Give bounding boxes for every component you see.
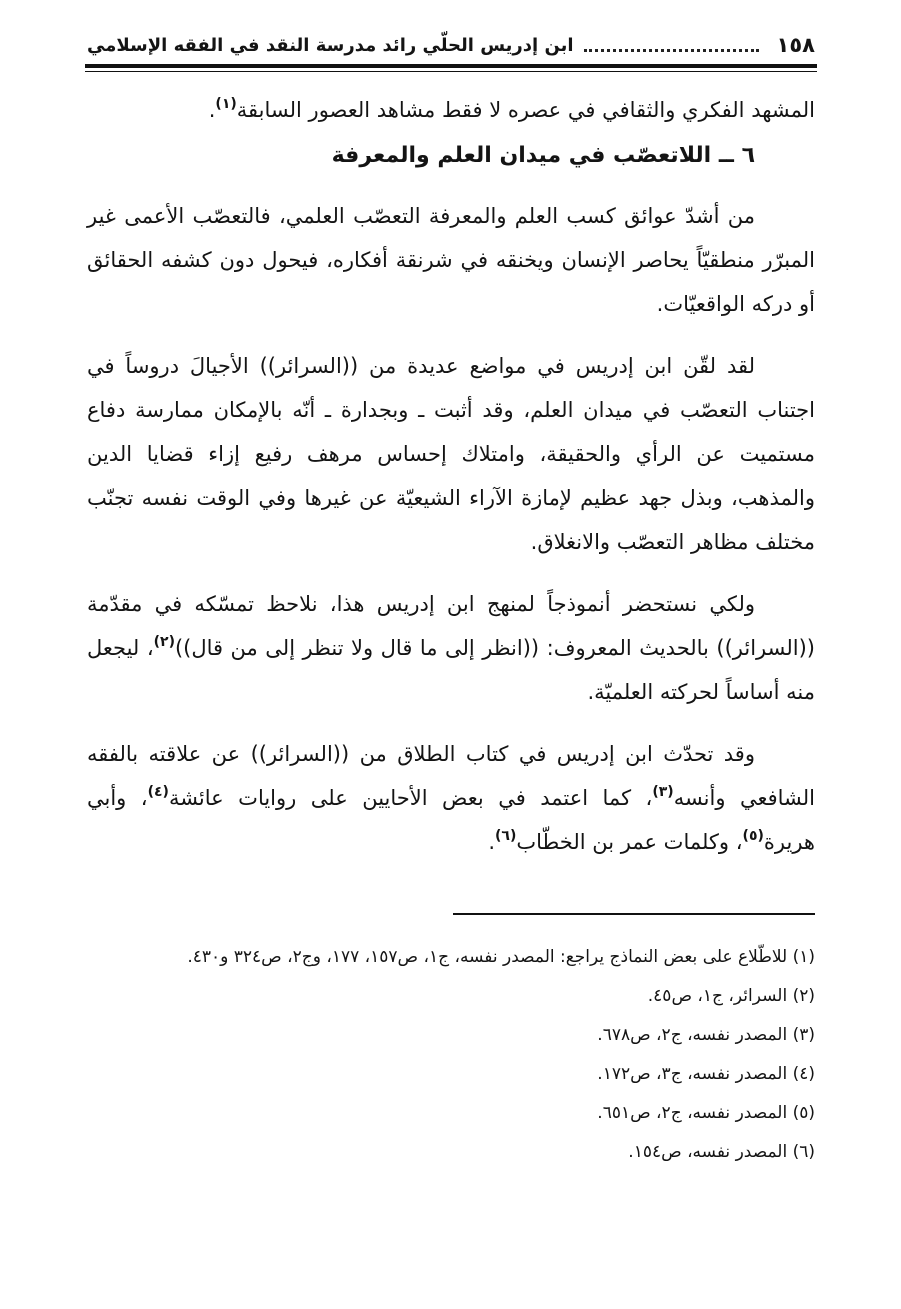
footnote-ref-3: (٣) xyxy=(652,784,674,800)
footnote: (١) للاطّلاع على بعض النماذج يراجع: المصدر نفسه، ج١، ص١٥٧، ١٧٧، وج٢، ص٣٢٤ و٤٣٠. xyxy=(187,947,815,967)
footnote-ref-6: (٦) xyxy=(495,828,517,844)
paragraph-4: وقد تحدّث ابن إدريس في كتاب الطلاق من ((السرائر)) عن علاقته بالفقه الشافعي وأنسه$^{(٣)}$، كما اعتمد في بعض الأحايين على روايات عائشة$^{(٤)}$، وأبي هريرة$^{(٥)}$، وكلمات عمر بن الخطّاب$^{(٦)}$. xyxy=(87,742,816,854)
footnote: (٣) المصدر نفسه، ج٢، ص٦٧٨. xyxy=(597,1025,815,1045)
footnote-ref-4: (٤) xyxy=(147,784,169,800)
footnote: (٦) المصدر نفسه، ص١٥٤. xyxy=(628,1142,815,1162)
main-text xyxy=(87,88,815,864)
running-title: ابن إدريس الحلّي رائد مدرسة النقد في الفقه الإسلامي xyxy=(87,34,574,56)
footnote-ref-5: (٥) xyxy=(742,828,764,844)
paragraph-1: من أشدّ عوائق كسب العلم والمعرفة التعصّب العلمي، فالتعصّب الأعمى غير المبرّر منطقيّاً يحاصر الإنسان ويخنقه في شرنقة أفكاره، فيحول دون كشفه الحقائق أو دركه الواقعيّات. xyxy=(87,204,815,316)
running-header xyxy=(87,28,815,62)
header-rule-thick xyxy=(85,64,817,68)
header-dot-leader xyxy=(584,47,759,52)
footnote-ref-1: (١) xyxy=(215,96,237,112)
footnote-ref-2: (٢) xyxy=(153,634,175,650)
footnote: (٤) المصدر نفسه، ج٣، ص١٧٢. xyxy=(597,1064,815,1084)
page-number: ١٥٨ xyxy=(776,33,815,57)
footnote-separator xyxy=(453,913,815,915)
section-heading: ٦ ــ اللاتعصّب في ميدان العلم والمعرفة xyxy=(331,143,755,168)
paragraph-3: ولكي نستحضر أنموذجاً لمنهج ابن إدريس هذا، نلاحظ تمسّكه في مقدّمة ((السرائر)) بالحديث المعروف: ((انظر إلى ما قال ولا تنظر إلى من قال))$^{(٢)}$، ليجعل منه أساساً لحركته العلميّة. xyxy=(87,592,815,704)
header-rule-thin xyxy=(85,71,817,72)
footnote: (٢) السرائر، ج١، ص٤٥. xyxy=(647,986,815,1006)
paragraph-continuation: المشهد الفكري والثقافي في عصره لا فقط مشاهد العصور السابقة$^{(١)}$. xyxy=(208,96,815,122)
footnote: (٥) المصدر نفسه، ج٢، ص٦٥١. xyxy=(597,1103,815,1123)
footnotes xyxy=(87,938,815,1172)
paragraph-2: لقد لقّن ابن إدريس في مواضع عديدة من ((السرائر)) الأجيالَ دروساً في اجتناب التعصّب في ميدان العلم، وقد أثبت ـ وبجدارة ـ أنّه بالإمكان ممارسة دفاع مستميت عن الرأي والحقيقة، وامتلاك إحساس مرهف رفيع إزاء قضايا الدين والمذهب، وبذل جهد عظيم لإمازة الآراء الشيعيّة عن غيرها وفي الوقت نفسه تجنّب مختلف مظاهر التعصّب والانغلاق. xyxy=(87,354,815,554)
